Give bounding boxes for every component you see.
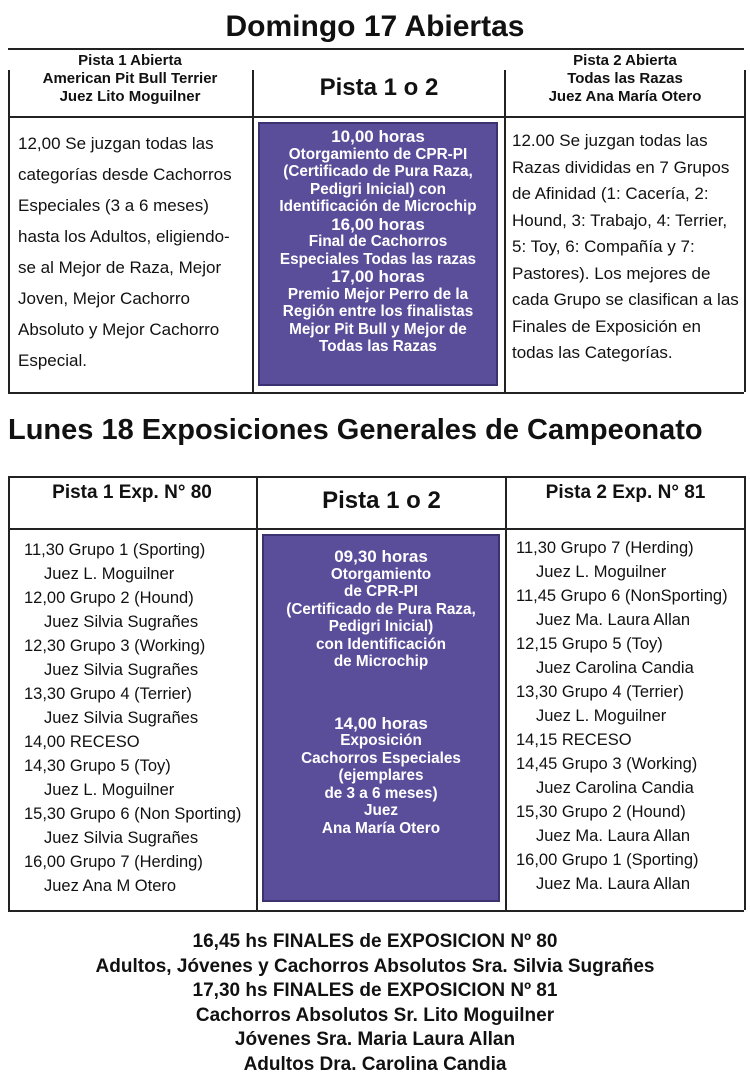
panel-line: Pedigri Inicial) con — [310, 180, 446, 198]
schedule-item: 12,30 Grupo 3 (Working) — [24, 637, 206, 655]
finals-line: Jóvenes Sra. Maria Laura Allan — [234, 1029, 516, 1050]
sunday-left-header — [8, 52, 252, 106]
panel-line: Otorgamiento — [330, 565, 432, 583]
sunday-center-panel — [258, 122, 498, 386]
panel-line: 09,30 horas — [334, 547, 428, 566]
panel-line: (ejemplares — [338, 767, 424, 784]
panel-line: 14,00 horas — [334, 713, 428, 733]
monday-bottom-rule — [8, 910, 744, 912]
schedule-item: 11,45 Grupo 6 (NonSporting) — [516, 587, 728, 605]
schedule-item: 12,15 Grupo 5 (Toy) — [516, 635, 663, 653]
schedule-item: 15,30 Grupo 2 (Hound) — [516, 803, 686, 821]
schedule-judge: Juez L. Moguilner — [536, 563, 667, 581]
schedule-item: 13,30 Grupo 4 (Terrier) — [24, 685, 192, 703]
schedule-item: 11,30 Grupo 7 (Herding) — [516, 539, 694, 557]
schedule-judge: Juez Carolina Candia — [536, 779, 694, 797]
panel-spacer — [264, 671, 498, 715]
panel-line: de 3 a 6 meses) — [324, 784, 438, 802]
finals-line: Adultos Dra. Carolina Candia — [243, 1053, 507, 1075]
monday-left-schedule — [24, 538, 256, 898]
panel-line: Todas las Razas — [319, 338, 437, 355]
monday-right-border — [744, 476, 746, 910]
schedule-item: 14,30 Grupo 5 (Toy) — [24, 757, 171, 775]
panel-line: Identificación de Microchip — [279, 198, 477, 215]
panel-line: con Identificación — [315, 635, 447, 653]
panel-line: Mejor Pit Bull y Mejor de — [289, 320, 467, 338]
header-line: Juez Lito Moguilner — [59, 88, 201, 105]
schedule-item: 14,45 Grupo 3 (Working) — [516, 755, 698, 773]
finals-line: 17,30 hs FINALES de EXPOSICION Nº 81 — [192, 980, 558, 1001]
monday-center-header: Pista 1 o 2 — [322, 487, 441, 514]
monday-center-panel — [262, 534, 500, 902]
header-line: Todas las Razas — [567, 70, 683, 87]
panel-line: Pedigri Inicial) — [328, 618, 434, 635]
panel-line: Final de Cachorros — [308, 233, 448, 250]
panel-line: de CPR-PI — [344, 583, 418, 600]
panel-line: Región entre los finalistas — [282, 303, 474, 320]
finals-summary — [0, 930, 750, 1077]
schedule-judge: Juez L. Moguilner — [44, 781, 175, 799]
sunday-center-header: Pista 1 o 2 — [319, 74, 439, 101]
sunday-left-border — [8, 70, 10, 392]
header-line: Juez Ana María Otero — [548, 88, 702, 105]
schedule-judge: Juez Silvia Sugrañes — [44, 661, 199, 679]
header-line: American Pit Bull Terrier — [42, 70, 218, 87]
panel-line: Exposición — [340, 732, 422, 749]
schedule-judge: Juez Ma. Laura Allan — [536, 875, 691, 893]
sunday-right-border — [744, 70, 746, 392]
schedule-item: 15,30 Grupo 6 (Non Sporting) — [24, 805, 242, 823]
sunday-top-rule — [8, 48, 744, 50]
schedule-judge: Juez L. Moguilner — [536, 707, 667, 725]
schedule-judge: Juez Silvia Sugrañes — [44, 829, 199, 847]
sunday-header-rule — [8, 116, 744, 118]
panel-line: (Certificado de Pura Raza, — [286, 600, 476, 618]
panel-line: Premio Mejor Perro de la — [287, 285, 469, 303]
schedule-judge: Juez Ma. Laura Allan — [536, 827, 691, 845]
finals-line: Cachorros Absolutos Sr. Lito Moguilner — [195, 1004, 555, 1026]
monday-title: Lunes 18 Exposiciones Generales de Campeonato — [8, 414, 703, 446]
sunday-title: Domingo 17 Abiertas — [225, 10, 525, 43]
schedule-item: 14,15 RECESO — [516, 731, 632, 749]
panel-line: 16,00 horas — [331, 214, 425, 234]
panel-line: Otorgamiento de CPR-PI — [288, 145, 468, 163]
sunday-divider-2 — [504, 70, 506, 392]
schedule-item: 11,30 Grupo 1 (Sporting) — [24, 541, 206, 559]
schedule-item: 13,30 Grupo 4 (Terrier) — [516, 683, 684, 701]
monday-left-border — [8, 476, 10, 910]
panel-line: Cachorros Especiales — [301, 749, 461, 767]
monday-right-header: Pista 2 Exp. N° 81 — [545, 482, 706, 503]
schedule-item: 16,00 Grupo 7 (Herding) — [24, 853, 203, 871]
panel-line: 10,00 horas — [331, 127, 425, 146]
header-line: Pista 1 Abierta — [78, 52, 182, 69]
panel-line: Especiales Todas las razas — [279, 250, 477, 268]
monday-left-header: Pista 1 Exp. N° 80 — [52, 482, 212, 503]
monday-header-rule — [8, 528, 744, 530]
schedule-judge: Juez Ma. Laura Allan — [536, 611, 691, 629]
monday-right-schedule — [516, 536, 744, 896]
panel-line: 17,00 horas — [331, 267, 425, 286]
panel-line: (Certificado de Pura Raza, — [283, 163, 473, 180]
monday-top-rule — [8, 476, 744, 478]
finals-line: Adultos, Jóvenes y Cachorros Absolutos Sra. Silvia Sugrañes — [95, 955, 655, 977]
schedule-item: 14,00 RECESO — [24, 733, 140, 751]
panel-line: de Microchip — [333, 653, 429, 670]
schedule-judge: Juez Silvia Sugrañes — [44, 613, 199, 631]
sunday-right-header — [506, 52, 744, 106]
finals-line: 16,45 hs FINALES de EXPOSICION Nº 80 — [192, 931, 558, 952]
sunday-divider-1 — [252, 70, 254, 392]
header-line: Pista 2 Abierta — [573, 52, 677, 69]
panel-line: Juez — [363, 802, 398, 819]
monday-divider-2 — [505, 476, 507, 910]
schedule-judge: Juez Silvia Sugrañes — [44, 709, 199, 727]
schedule-judge: Juez Ana M Otero — [44, 877, 177, 895]
sunday-right-text: 12.00 Se juzgan todas las Razas divididas en 7 Grupos de Afinidad (1: Cacería, 2: Hound, 3: Trabajo, 4: Terrier, 5: Toy, 6: Compañía y 7: Pastores). Los mejores de cada Grupo se clasifican a las Finales de Exposición en todas las Categorías. — [512, 131, 739, 362]
panel-line: Ana María Otero — [321, 819, 441, 837]
sunday-bottom-rule — [8, 392, 744, 394]
schedule-item: 16,00 Grupo 1 (Sporting) — [516, 851, 699, 869]
schedule-judge: Juez L. Moguilner — [44, 565, 175, 583]
schedule-judge: Juez Carolina Candia — [536, 659, 694, 677]
schedule-item: 12,00 Grupo 2 (Hound) — [24, 589, 194, 607]
sunday-left-text: 12,00 Se juzgan todas las categorías desde Cachorros Especiales (3 a 6 meses) hasta los Adultos, eligiendo-se al Mejor de Raza, Mejor Joven, Mejor Cachorro Absoluto y Mejor Cachorro Especial. — [18, 134, 232, 370]
monday-divider-1 — [256, 476, 258, 910]
